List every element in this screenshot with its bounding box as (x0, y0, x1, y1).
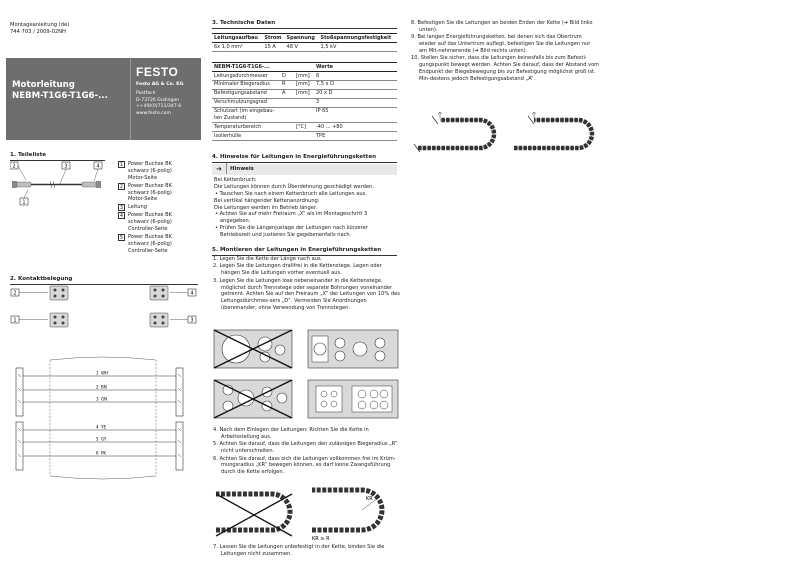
wire-row (23, 397, 176, 403)
list-item: 5. Achten Sie darauf, dass die Leitungen den zulässigen Biegeradius „R“ nicht unterschreiten. (213, 441, 398, 455)
wire-color: GY (101, 436, 107, 442)
wire-number: 2 (96, 384, 99, 390)
table-header: Leitungsaufbau Strom Spannung Stoßspannungsfestigkeit (212, 34, 397, 43)
festo-logo: FESTO (136, 65, 179, 79)
list-item: 10. Stellen Sie sicher, dass die Leitungen keinesfalls bis zum Befesti-gungspunkt bewegt werden. Achten Sie darauf, dass der Abstand vom Endpunkt der Biegebewegung bis zur Befestigung möglichst groß ist. Min-destens jedoch Befestigungsabstand „A“. (411, 55, 600, 82)
list-item: 7. Lassen Sie die Leitungen unbefestigt in der Kette, binden Sie die Leitungen nicht zusammen. (213, 544, 385, 557)
cable-assembly-icon (12, 181, 101, 188)
note-body: Bei Kettenbruch: Die Leitungen können durch Überdehnung geschädigt werden. • Tauschen Sie nach einem Kettenbruch alle Leitungen aus. Bei vertikal hängender Kettenanordnung: Die Leitungen werden im Betrieb länger. • Achten Sie auf mehr Freiraum „X“ als im Montageschritt 3 angegeben. • Prüfen Sie die Längenjustage der Leitungen nach kürzerer Betriebszeit und justieren Sie gegebenenfalls nach. (214, 177, 397, 239)
kr-label: KR (366, 496, 373, 502)
wire-row (23, 385, 176, 391)
chain-fastened-both-ends-icon (414, 112, 494, 152)
list-item: 9. Bei langen Energieführungsketten, bei denen sich das Obertrum wieder auf das Untertrum auflegt, befestigen Sie die Leitungen nur am Mit-nehmerende (➔ Bild rechts unten). (411, 34, 591, 54)
wire-number: 5 (96, 436, 99, 442)
connector-face-icon (150, 286, 168, 300)
fastening-steps (410, 20, 600, 83)
mounting-step-7 (212, 544, 402, 558)
parts-figure (10, 160, 108, 210)
section-title-notes: 4. Hinweise für Leitungen in Energieführungsketten (212, 154, 377, 160)
table-header: NEBM-T1G6-T1G6-... Werte (212, 63, 397, 72)
list-item: 4. Nach dem Einlegen der Leitungen: Richten Sie die Kette in Arbeitsstellung aus. (213, 427, 369, 440)
mounting-steps (212, 256, 400, 313)
pinout-figure (10, 285, 200, 345)
wire-color: BN (101, 384, 107, 390)
callout-1: 1 (13, 317, 17, 324)
chain-fastened-driver-end-icon (514, 112, 592, 148)
connector-face-icon (150, 313, 168, 327)
table-row: Schutzart (im eingebau-ten Zustand) IP 65 (212, 107, 397, 123)
arrow-right-icon: ➔ (216, 165, 222, 173)
list-item: 1. Legen Sie die Kette der Länge nach aus. (213, 256, 323, 262)
callout-3: 3 (190, 317, 194, 324)
table-row: 6x 1,0 mm² 15 A 48 V 1,5 kV (212, 42, 397, 51)
correct-bend-icon (312, 490, 382, 530)
wrong-bend-icon (216, 494, 292, 536)
product-header (6, 58, 201, 140)
wire-row (23, 371, 176, 377)
note-title: Hinweis (230, 166, 254, 172)
table-row: Minimaler Biegeradius R [mm] 7,5 x D (212, 80, 397, 89)
table-row: Temperaturbereich [°C] -40 ... +80 (212, 123, 397, 132)
connector-face-icon (50, 313, 68, 327)
connector-face-icon (50, 286, 68, 300)
doc-title: Montageanleitung (de) 744 703 / 2009-02NH (10, 22, 70, 36)
list-item: 3 Leitung (119, 204, 147, 212)
wire-number: 1 (96, 370, 99, 376)
wrong-arrangement-icon (214, 380, 292, 418)
wire-number: 6 (96, 450, 99, 456)
kr-note: KR ≥ R (312, 536, 330, 541)
wire-color: WH (101, 370, 108, 376)
wire-number: 4 (96, 424, 99, 430)
correct-arrangement-icon (308, 380, 398, 418)
callout-1: 1 (22, 199, 26, 206)
fastening-figure (410, 102, 600, 156)
wire-color: GN (101, 396, 108, 402)
list-item: 1 Power Buchse BK schwarz (6-polig) Motor-Seite (119, 161, 173, 181)
callout-3: 3 (64, 163, 68, 170)
section-title-mounting: 5. Montieren der Leitungen in Energieführungsketten (212, 247, 382, 253)
list-item: 3. Legen Sie die Leitungen lose nebeneinander in die Kettenstege, möglichst durch Trennstege oder separate Bohrungen voneinander getrennt. Achten Sie auf den Freiraum „X“ der Leitungen von 10% des Leitungsdurchmes-sers „D“. Vermeiden Sie Anordnungen übereinander, ohne Verwendung von Trennstegen. (213, 277, 400, 312)
rule (212, 162, 397, 163)
list-item: 5 Power Buchse BK schwarz (6-polig) Controller-Seite (119, 233, 173, 254)
product-title: Motorleitung NEBM-T1G6-T1G6-... (12, 80, 108, 102)
callout-2: 2 (12, 163, 16, 170)
company-address: Festo AG & Co. KG Postfach D-73726 Esslingen ++49/(0)711/347-0 www.festo.com (136, 82, 184, 116)
section-title-pinout: 2. Kontaktbelegung (10, 276, 73, 282)
callout-2: 2 (13, 290, 17, 297)
list-item: • Achten Sie auf mehr Freiraum „X“ als im Montageschritt 3 angegeben. (215, 211, 368, 225)
wire-row (23, 437, 176, 443)
wire-row (23, 425, 176, 431)
list-item: 2. Legen Sie die Leitungen drallfrei in die Kettenstege. Legen oder hängen Sie die Leitungen vorher eventuell aus. (213, 263, 382, 277)
list-item: 6. Achten Sie darauf, dass sich die Leitungen vollkommen frei im Krüm-mungsradius „KR“ bewegen können, es darf keine Zwangsführung durch die Kette erfolgen. (213, 455, 396, 476)
list-item: • Prüfen Sie die Längenjustage der Leitungen nach kürzerer Betriebszeit und justieren Sie gegebenenfalls nach. (215, 225, 368, 238)
correct-arrangement-icon (308, 330, 398, 368)
section-title-parts: 1. Teileliste (10, 152, 47, 158)
tech-table-2 (212, 62, 397, 141)
list-item: 2 Power Buchse BK schwarz (6-polig) Motor-Seite (119, 182, 173, 203)
rule (212, 28, 397, 29)
note-header (212, 164, 397, 175)
wire-number: 3 (96, 396, 99, 402)
header-divider (130, 58, 131, 140)
list-item: • Tauschen Sie nach einem Kettenbruch alle Leitungen aus. (215, 190, 367, 197)
mounting-steps-2 (212, 427, 400, 477)
section-title-tech: 3. Technische Daten (212, 20, 276, 26)
bend-radius-figure (212, 486, 402, 541)
table-row: Befestigungsabstand A [mm] 20 x D (212, 89, 397, 98)
list-item: 8. Befestigen Sie die Leitungen an beiden Enden der Kette (➔ Bild links unten). (411, 20, 593, 33)
table-row: Verschmutzungsgrad 3 (212, 98, 397, 107)
wiring-diagram (10, 352, 200, 482)
wire-color: PK (101, 450, 107, 456)
table-row: Isolierhülle TPE (212, 132, 397, 141)
callout-4: 4 (190, 290, 194, 297)
tech-table-1 (212, 33, 397, 52)
chain-crosssection-figure (212, 326, 402, 424)
wire-row (23, 451, 176, 457)
wire-color: YE (101, 424, 106, 430)
list-item: 4 Power Buchse BK schwarz (6-polig) Controller-Seite (119, 212, 173, 232)
parts-list (118, 161, 198, 256)
wrong-arrangement-icon (214, 330, 292, 368)
table-row: Leitungsdurchmesser D [mm] 8 (212, 71, 397, 80)
callout-4: 4 (96, 163, 100, 170)
